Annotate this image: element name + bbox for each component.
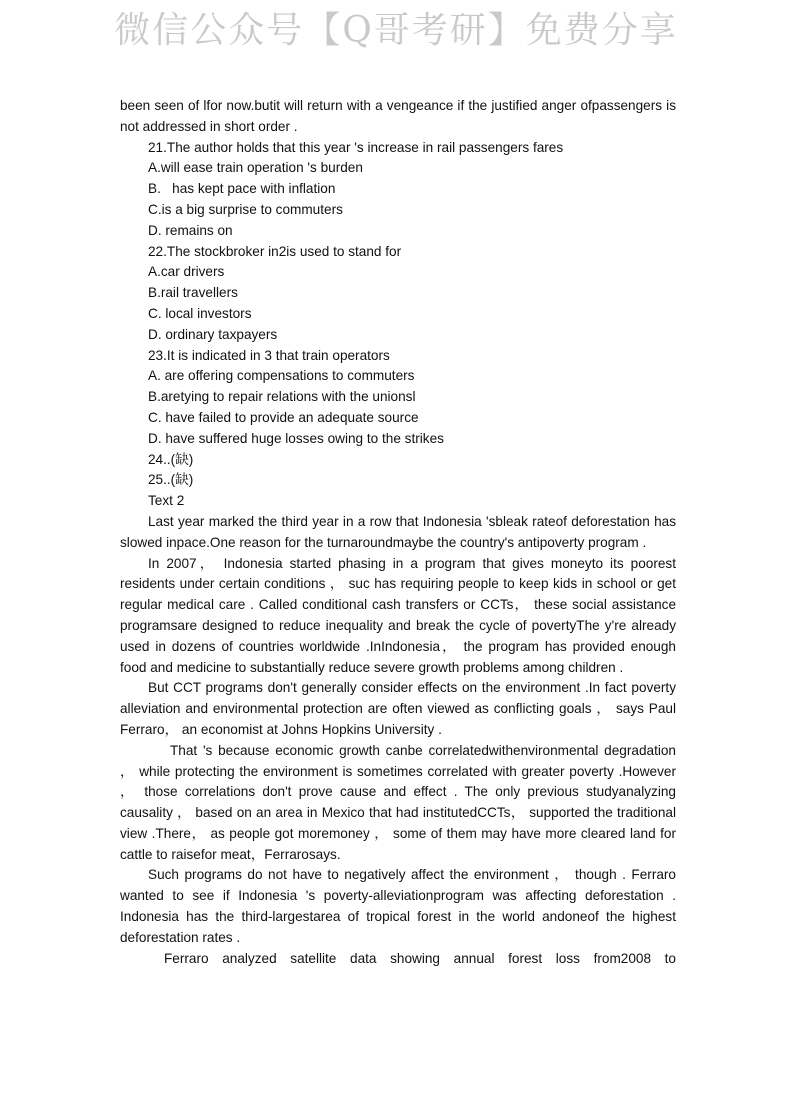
question-22-option-d: D. ordinary taxpayers (148, 326, 278, 342)
question-23-stem: 23.It is indicated in 3 that train operators (148, 347, 390, 363)
question-21-option-d: D. remains on (148, 222, 233, 238)
paragraph-3: But CCT programs don't generally consider effects on the environment .In fact poverty alleviation and environmental protection are often viewed as conflicting goals ， says Paul Ferraro， an economist at Johns Hopkins University . (120, 680, 676, 737)
intro-paragraph: been seen of lfor now.butit will return with a vengeance if the justified anger ofpassengers is not addressed in short order . (120, 98, 676, 134)
text-heading: Text 2 (148, 493, 185, 509)
question-24: 24..(缺) (148, 451, 194, 467)
question-23-option-a: A. are offering compensations to commuters (148, 368, 415, 384)
watermark: 微信公众号【Q哥考研】免费分享 (114, 10, 678, 51)
question-22-option-c: C. local investors (148, 305, 252, 321)
paragraph-5: Such programs do not have to negatively affect the environment ， though . Ferraro wanted to see if Indonesia 's poverty-alleviationprogram was affecting deforestation . Indonesia has the third-largestarea of tropical forest in the world andoneof the highest deforestation rates . (120, 867, 676, 945)
paragraph-4: That 's because economic growth canbe correlatedwithenvironmental degradation ， while protecting the environment is sometimes correlated with greater poverty .However ， those correlations don't prove cause and effect . The only previous studyanalyzing causality ， based on an area in Mexico that had institutedCCTs， supported the traditional view .There， as people got moremoney ， some of them may have more cleared land for cattle to raisefor meat，Ferrarosays. (120, 742, 676, 862)
paragraph-2: In 2007， Indonesia started phasing in a program that gives moneyto its poorest residents under certain conditions ， suc has requiring people to keep kids in school or get regular medical care . Called conditional cash transfers or CCTs， these social assistance programsare designed to reduce inequality and break the cycle of povertyThe y're already used in dozens of countries worldwide .InIndonesia， the program has provided enough food and medicine to substantially reduce severe growth problems among children . (120, 555, 676, 675)
paragraph-1: Last year marked the third year in a row that Indonesia 'sbleak rateof deforestation has slowed inpace.One reason for the turnaroundmaybe the country's antipoverty program . (120, 513, 676, 550)
paragraph-6-start: Ferraro analyzed satellite data showing annual forest loss from2008 to (164, 950, 676, 966)
question-21-option-a: A.will ease train operation 's burden (148, 160, 363, 176)
question-21-option-b: B. has kept pace with inflation (148, 181, 336, 197)
question-23-option-b: B.aretying to repair relations with the unionsl (148, 389, 416, 405)
question-23-option-c: C. have failed to provide an adequate source (148, 409, 419, 425)
question-21-option-c: C.is a big surprise to commuters (148, 201, 343, 217)
question-23-option-d: D. have suffered huge losses owing to the strikes (148, 430, 444, 446)
question-22-stem: 22.The stockbroker in2is used to stand for (148, 243, 402, 259)
question-22-option-a: A.car drivers (148, 264, 225, 280)
document-body (120, 96, 676, 969)
question-25: 25..(缺) (148, 472, 194, 488)
question-22-option-b: B.rail travellers (148, 285, 238, 301)
question-21-stem: 21.The author holds that this year 's increase in rail passengers fares (148, 139, 564, 155)
